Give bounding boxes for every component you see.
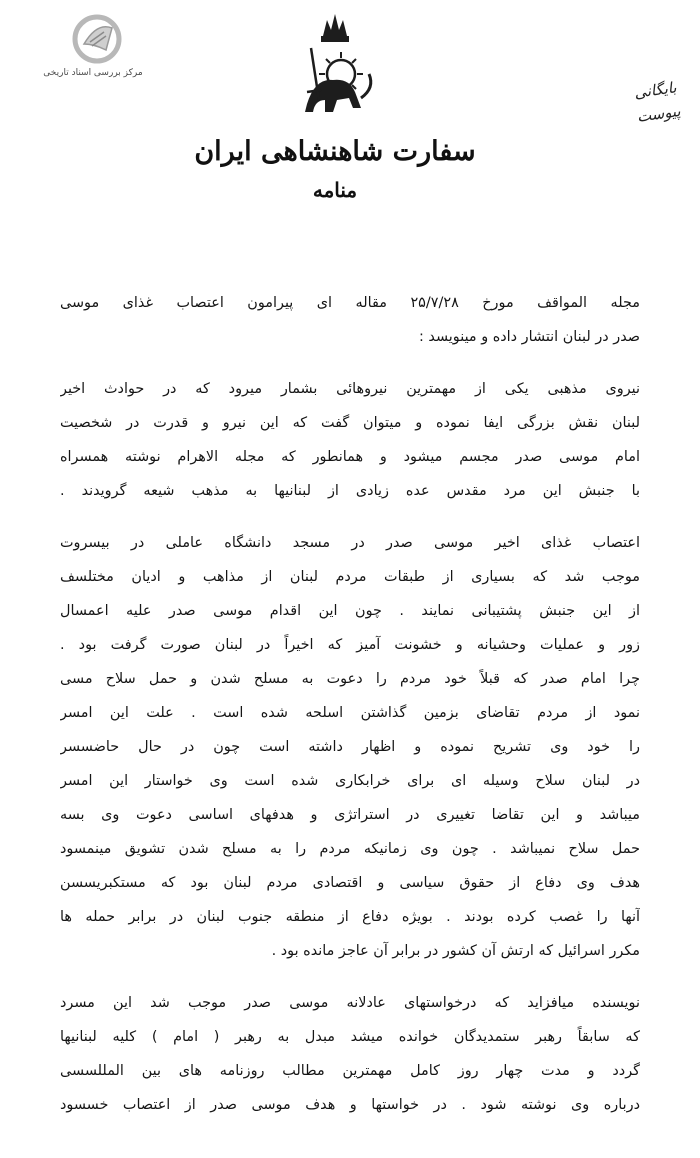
text-line: با جنبش این مرد مقدس عده زیادی از لبنانیها به مذهب شیعه گرویدند . [60,483,640,499]
lion-and-sun-emblem-icon [285,8,385,128]
archive-watermark [18,14,148,84]
text-line: آنها را غصب کرده بودند . بویژه دفاع از منطقه جنوب لبنان در برابر حمله ها [60,909,640,925]
embassy-city: منامه [312,178,358,202]
text-line: صدر در لبنان انتشار داده و مینویسد : [418,329,640,345]
text-line: نویسنده میافزاید که درخواستهای عادلانه موسی صدر موجب شد این مسرد [60,995,640,1011]
text-line: که سابقاً رهبر ستمدیدگان خوانده میشد مبدل به رهبر ( امام ) کلیه لبنانیها [60,1029,640,1045]
text-line: نیروی مذهبی یکی از مهمترین نیروهائی بشمار میرود که در حوادث اخیر [60,381,640,397]
text-line: مجله المواقف مورخ ۲۵/۷/۲۸ مقاله ای پیرامون اعتصاب غذای موسی [60,295,640,311]
text-line: درباره وی نوشته شود . در خواستها و هدف موسی صدر از اعتصاب خسسود [60,1097,640,1113]
paragraph-religious-force [60,372,640,508]
watermark-text: مرکز بررسی اسناد تاریخی [43,68,143,78]
document-body [60,286,640,1122]
text-line: لبنان نقش بزرگی ایفا نموده و میتوان گفت که این نیرو و قدرت در شخصیت [60,415,640,431]
handwritten-margin-note [619,73,695,130]
text-line: مکرر اسرائیل که ارتش آن کشور در برابر آن عاجز مانده بود . [271,943,640,959]
embassy-title: سفارت شاهنشاهی ایران [194,136,476,167]
text-line: در لبنان سلاح وسیله ای برای خرابکاری شده است وی خواستار این امسر [60,773,640,789]
paragraph-intro [60,286,640,354]
text-line: از این جنبش پشتیبانی نمایند . چون این اقدام موسی صدر علیه اعمسال [60,603,640,619]
margin-note-line: پیوست [635,101,682,126]
paragraph-author-adds [60,986,640,1122]
text-line: امام موسی صدر مجسم میشود و همانطور که مجله الاهرام نوشته همسراه [60,449,640,465]
text-line: را خود وی تشریح نموده و اظهار داشته است چون در حال حاضسسر [60,739,640,755]
archive-center-logo-icon [72,14,122,64]
text-line: چرا امام صدر که قبلاً خود مردم را دعوت به مسلح شدن و حمل سلاح مسی [60,671,640,687]
text-line: گردد و مدت چهار روز کامل مهمترین مطالب روزنامه های بین المللسسی [60,1063,640,1079]
margin-note-line: بایگانی [633,78,678,102]
text-line: میباشد و این تقاضا تغییری در استراتژی و هدفهای اساسی دعوت وی بسه [60,807,640,823]
text-line: حمل سلاح نمیباشد . چون وی زمانیکه مردم را به مسلح شدن تشویق مینمسود [60,841,640,857]
text-line: اعتصاب غذای اخیر موسی صدر در مسجد دانشگاه عاملی در بیسروت [60,535,640,551]
text-line: موجب شد که بسیاری از طبقات مردم لبنان از مذاهب و ادیان مختلسف [60,569,640,585]
paragraph-hunger-strike [60,526,640,968]
text-line: هدف وی دفاع از حقوق سیاسی و اقتصادی مردم لبنان بود که مستکبریسسن [60,875,640,891]
text-line: زور و عملیات وحشیانه و خشونت آمیز که اخیراً در لبنان صورت گرفت بود . [60,637,640,653]
text-line: نمود از مردم تقاضای بزمین گذاشتن اسلحه شده است . علت این امسر [60,705,640,721]
